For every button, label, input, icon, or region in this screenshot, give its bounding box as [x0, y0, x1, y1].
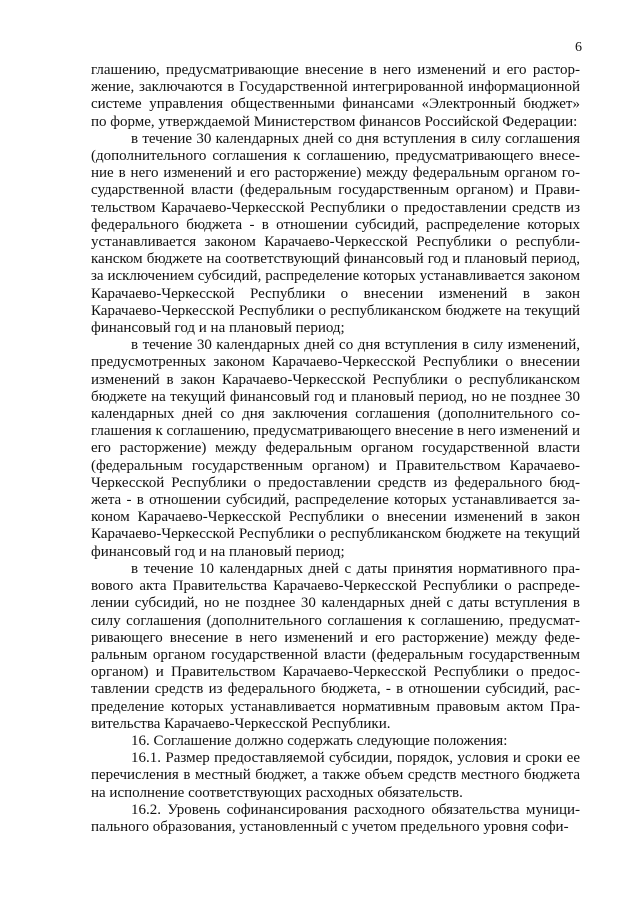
paragraph-item-16-2: 16.2. Уровень софинансирования расходного обязательства муниципального образования, установленный с учетом предельного уровня софи-	[91, 801, 580, 835]
paragraph-deadline-30-days-agreement: в течение 30 календарных дней со дня вступления в силу соглашения (дополнительного соглашения к соглашению, предусматривающего внесение в него изменений и его расторжение) между федеральным органом государственной власти (федеральным государственным органом) и Правительством Карачаево-Черкесской Республики о предоставлении средств из федерального бюджета - в отношении субсидий, распределение которых устанавливается законом Карачаево-Черкесской Республики о республиканском бюджете на соответствующий финансовый год и плановый период, за исключением субсидий, распределение которых устанавливается законом Карачаево-Черкесской Республики о внесении изменений в закон Карачаево-Черкесской Республики о республиканском бюджете на текущий финансовый год и на плановый период;	[91, 130, 580, 337]
paragraph-item-16-1: 16.1. Размер предоставляемой субсидии, порядок, условия и сроки ее перечисления в местный бюджет, а также объем средств местного бюджета на исполнение соответствующих расходных обязательств.	[91, 750, 580, 801]
paragraph-item-16: 16. Соглашение должно содержать следующие положения:	[131, 732, 508, 749]
document-body	[91, 62, 580, 836]
paragraph-deadline-10-days: в течение 10 календарных дней с даты принятия нормативного правового акта Правительства Карачаево-Черкесской Республики о распределении субсидий, но не позднее 30 календарных дней с даты вступления в силу соглашения (дополнительного соглашения к соглашению, предусматривающего внесение в него изменений и его расторжение) между федеральным органом государственной власти (федеральным государственным органом) и Правительством Карачаево-Черкесской Республики о предоставлении средств из федерального бюджета, - в отношении субсидий, распределение которых устанавливается нормативным правовым актом Правительства Карачаево-Черкесской Республики.	[91, 560, 580, 732]
page-number: 6	[575, 40, 582, 55]
paragraph-continuation: глашению, предусматривающие внесение в него изменений и его расторжение, заключаются в Государственной интегрированной информационной системе управления общественными финансами «Электронный бюджет» по форме, утверждаемой Министерством финансов Российской Федерации:	[91, 62, 580, 130]
paragraph-deadline-30-days-changes: в течение 30 календарных дней со дня вступления в силу изменений, предусмотренных законом Карачаево-Черкесской Республики о внесении изменений в закон Карачаево-Черкесской Республики о республиканском бюджете на текущий финансовый год и плановый период, но не позднее 30 календарных дней со дня заключения соглашения (дополнительного соглашения к соглашению, предусматривающего внесение в него изменений и его расторжение) между федеральным органом государственной власти (федеральным государственным органом) и Правительством Карачаево-Черкесской Республики о предоставлении средств из федерального бюджета - в отношении субсидий, распределение которых устанавливается законом Карачаево-Черкесской Республики о внесении изменений в закон Карачаево-Черкесской Республики о республиканском бюджете на текущий финансовый год и на плановый период;	[91, 337, 580, 560]
